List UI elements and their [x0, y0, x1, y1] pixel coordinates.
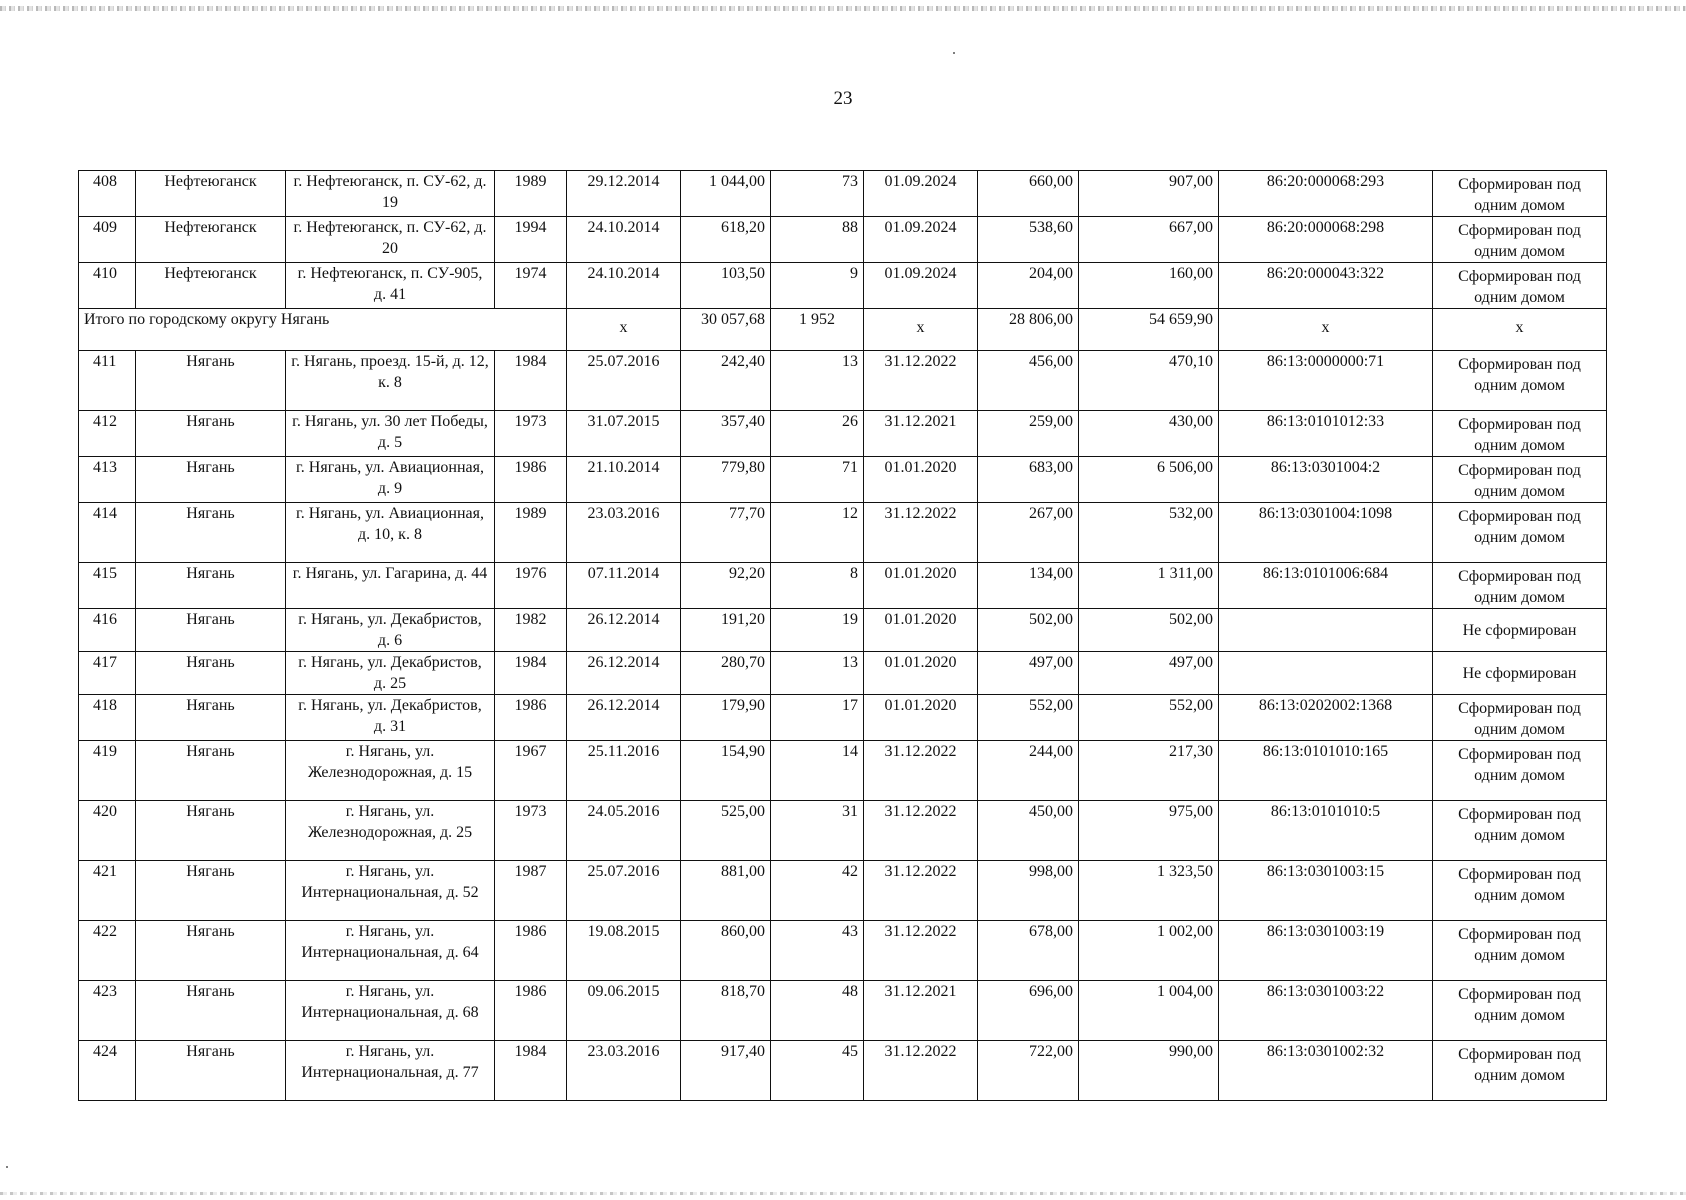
cell-people: 88 — [771, 217, 864, 263]
cell-address: г. Нягань, ул. Железнодорожная, д. 25 — [286, 801, 495, 861]
cell-value-2: 470,10 — [1079, 351, 1219, 411]
cell-number: 414 — [79, 503, 136, 563]
total-v1: 28 806,00 — [978, 309, 1079, 351]
cell-cadastre: 86:13:0301004:1098 — [1219, 503, 1433, 563]
cell-address: г. Нягань, ул. Гагарина, д. 44 — [286, 563, 495, 609]
cell-year: 1989 — [495, 171, 567, 217]
total-deadline: х — [864, 309, 978, 351]
cell-area: 818,70 — [681, 981, 771, 1041]
cell-date: 31.07.2015 — [567, 411, 681, 457]
cell-year: 1986 — [495, 457, 567, 503]
cell-city: Нягань — [136, 609, 286, 652]
table-row — [79, 981, 1607, 1041]
cell-address: г. Нягань, ул. Декабристов, д. 6 — [286, 609, 495, 652]
cell-area: 917,40 — [681, 1041, 771, 1101]
cell-status: Сформирован под одним домом — [1433, 351, 1607, 411]
cell-date: 29.12.2014 — [567, 171, 681, 217]
cell-status: Сформирован под одним домом — [1433, 503, 1607, 563]
cell-city: Нягань — [136, 921, 286, 981]
cell-deadline: 31.12.2022 — [864, 1041, 978, 1101]
cell-year: 1986 — [495, 921, 567, 981]
total-cadastre: х — [1219, 309, 1433, 351]
cell-year: 1984 — [495, 652, 567, 695]
cell-value-1: 456,00 — [978, 351, 1079, 411]
cell-status: Сформирован под одним домом — [1433, 861, 1607, 921]
table-row — [79, 503, 1607, 563]
table-row — [79, 801, 1607, 861]
cell-area: 179,90 — [681, 695, 771, 741]
cell-deadline: 01.01.2020 — [864, 457, 978, 503]
cell-city: Нягань — [136, 801, 286, 861]
cell-deadline: 01.09.2024 — [864, 217, 978, 263]
cell-area: 242,40 — [681, 351, 771, 411]
cell-status: Сформирован под одним домом — [1433, 695, 1607, 741]
scan-speck — [953, 52, 955, 54]
cell-area: 779,80 — [681, 457, 771, 503]
cell-deadline: 01.01.2020 — [864, 695, 978, 741]
cell-deadline: 31.12.2022 — [864, 801, 978, 861]
cell-year: 1984 — [495, 351, 567, 411]
cell-value-2: 1 004,00 — [1079, 981, 1219, 1041]
cell-value-1: 244,00 — [978, 741, 1079, 801]
cell-value-1: 538,60 — [978, 217, 1079, 263]
cell-value-1: 683,00 — [978, 457, 1079, 503]
cell-status: Сформирован под одним домом — [1433, 921, 1607, 981]
cell-value-1: 267,00 — [978, 503, 1079, 563]
cell-city: Нефтеюганск — [136, 171, 286, 217]
cell-year: 1982 — [495, 609, 567, 652]
cell-value-1: 450,00 — [978, 801, 1079, 861]
table-body-total — [79, 309, 1607, 351]
cell-people: 13 — [771, 351, 864, 411]
cell-people: 9 — [771, 263, 864, 309]
cell-status: Сформирован под одним домом — [1433, 263, 1607, 309]
cell-number: 420 — [79, 801, 136, 861]
scan-speck — [6, 1166, 8, 1168]
cell-date: 21.10.2014 — [567, 457, 681, 503]
cell-city: Нягань — [136, 351, 286, 411]
cell-area: 191,20 — [681, 609, 771, 652]
cell-deadline: 01.01.2020 — [864, 652, 978, 695]
total-area: 30 057,68 — [681, 309, 771, 351]
cell-cadastre — [1219, 652, 1433, 695]
cell-date: 26.12.2014 — [567, 609, 681, 652]
cell-status: Сформирован под одним домом — [1433, 411, 1607, 457]
cell-value-2: 667,00 — [1079, 217, 1219, 263]
table-row — [79, 351, 1607, 411]
cell-area: 618,20 — [681, 217, 771, 263]
cell-people: 17 — [771, 695, 864, 741]
cell-people: 8 — [771, 563, 864, 609]
cell-number: 413 — [79, 457, 136, 503]
cell-value-2: 975,00 — [1079, 801, 1219, 861]
cell-status: Сформирован под одним домом — [1433, 741, 1607, 801]
cell-number: 415 — [79, 563, 136, 609]
cell-people: 31 — [771, 801, 864, 861]
cell-status: Сформирован под одним домом — [1433, 801, 1607, 861]
cell-number: 419 — [79, 741, 136, 801]
cell-date: 25.11.2016 — [567, 741, 681, 801]
cell-address: г. Нягань, ул. Железнодорожная, д. 15 — [286, 741, 495, 801]
cell-value-2: 1 002,00 — [1079, 921, 1219, 981]
cell-value-2: 6 506,00 — [1079, 457, 1219, 503]
cell-value-2: 430,00 — [1079, 411, 1219, 457]
cell-deadline: 31.12.2022 — [864, 861, 978, 921]
cell-date: 24.10.2014 — [567, 217, 681, 263]
table-body-nefteyugansk — [79, 171, 1607, 309]
cell-cadastre: 86:13:0301004:2 — [1219, 457, 1433, 503]
table-row — [79, 171, 1607, 217]
cell-cadastre: 86:20:000068:293 — [1219, 171, 1433, 217]
cell-city: Нягань — [136, 457, 286, 503]
cell-city: Нефтеюганск — [136, 263, 286, 309]
cell-area: 77,70 — [681, 503, 771, 563]
total-status: х — [1433, 309, 1607, 351]
cell-status: Сформирован под одним домом — [1433, 1041, 1607, 1101]
cell-status: Сформирован под одним домом — [1433, 563, 1607, 609]
cell-cadastre: 86:13:0301003:19 — [1219, 921, 1433, 981]
cell-cadastre: 86:20:000068:298 — [1219, 217, 1433, 263]
table-row — [79, 411, 1607, 457]
cell-people: 71 — [771, 457, 864, 503]
cell-people: 73 — [771, 171, 864, 217]
cell-value-2: 532,00 — [1079, 503, 1219, 563]
cell-people: 26 — [771, 411, 864, 457]
cell-value-1: 552,00 — [978, 695, 1079, 741]
scan-edge-top — [0, 6, 1686, 11]
cell-address: г. Нягань, ул. Декабристов, д. 25 — [286, 652, 495, 695]
cell-status: Сформирован под одним домом — [1433, 217, 1607, 263]
cell-date: 07.11.2014 — [567, 563, 681, 609]
cell-date: 23.03.2016 — [567, 503, 681, 563]
cell-number: 422 — [79, 921, 136, 981]
cell-people: 42 — [771, 861, 864, 921]
cell-address: г. Нягань, ул. Интернациональная, д. 77 — [286, 1041, 495, 1101]
cell-date: 23.03.2016 — [567, 1041, 681, 1101]
cell-status: Не сформирован — [1433, 609, 1607, 652]
cell-address: г. Нягань, проезд. 15-й, д. 12, к. 8 — [286, 351, 495, 411]
cell-cadastre: 86:13:0000000:71 — [1219, 351, 1433, 411]
cell-number: 421 — [79, 861, 136, 921]
cell-cadastre: 86:20:000043:322 — [1219, 263, 1433, 309]
cell-area: 860,00 — [681, 921, 771, 981]
cell-deadline: 01.09.2024 — [864, 263, 978, 309]
cell-cadastre: 86:13:0301002:32 — [1219, 1041, 1433, 1101]
cell-value-1: 134,00 — [978, 563, 1079, 609]
cell-value-1: 502,00 — [978, 609, 1079, 652]
cell-value-1: 259,00 — [978, 411, 1079, 457]
cell-number: 409 — [79, 217, 136, 263]
cell-address: г. Нефтеюганск, п. СУ-905, д. 41 — [286, 263, 495, 309]
cell-city: Нягань — [136, 411, 286, 457]
cell-value-1: 696,00 — [978, 981, 1079, 1041]
cell-year: 1974 — [495, 263, 567, 309]
table-row — [79, 921, 1607, 981]
cell-date: 25.07.2016 — [567, 351, 681, 411]
cell-area: 280,70 — [681, 652, 771, 695]
cell-number: 410 — [79, 263, 136, 309]
cell-deadline: 01.01.2020 — [864, 609, 978, 652]
cell-deadline: 31.12.2021 — [864, 411, 978, 457]
cell-number: 408 — [79, 171, 136, 217]
cell-year: 1976 — [495, 563, 567, 609]
cell-year: 1973 — [495, 411, 567, 457]
cell-address: г. Нягань, ул. Интернациональная, д. 68 — [286, 981, 495, 1041]
page-number: 23 — [833, 88, 853, 109]
cell-date: 25.07.2016 — [567, 861, 681, 921]
cell-date: 24.10.2014 — [567, 263, 681, 309]
cell-year: 1967 — [495, 741, 567, 801]
cell-city: Нягань — [136, 695, 286, 741]
table-row — [79, 263, 1607, 309]
table-body-nyagan — [79, 351, 1607, 1101]
cell-cadastre: 86:13:0101006:684 — [1219, 563, 1433, 609]
cell-number: 417 — [79, 652, 136, 695]
cell-number: 412 — [79, 411, 136, 457]
cell-value-1: 722,00 — [978, 1041, 1079, 1101]
cell-area: 525,00 — [681, 801, 771, 861]
cell-value-1: 678,00 — [978, 921, 1079, 981]
cell-city: Нягань — [136, 563, 286, 609]
cell-number: 418 — [79, 695, 136, 741]
total-v2: 54 659,90 — [1079, 309, 1219, 351]
cell-year: 1984 — [495, 1041, 567, 1101]
cell-address: г. Нягань, ул. Авиационная, д. 9 — [286, 457, 495, 503]
cell-value-2: 907,00 — [1079, 171, 1219, 217]
cell-address: г. Нягань, ул. Интернациональная, д. 52 — [286, 861, 495, 921]
cell-deadline: 31.12.2021 — [864, 981, 978, 1041]
cell-date: 19.08.2015 — [567, 921, 681, 981]
cell-status: Не сформирован — [1433, 652, 1607, 695]
cell-deadline: 31.12.2022 — [864, 921, 978, 981]
cell-address: г. Нягань, ул. Интернациональная, д. 64 — [286, 921, 495, 981]
cell-value-1: 998,00 — [978, 861, 1079, 921]
cell-city: Нягань — [136, 652, 286, 695]
cell-deadline: 31.12.2022 — [864, 351, 978, 411]
cell-cadastre: 86:13:0301003:22 — [1219, 981, 1433, 1041]
cell-cadastre: 86:13:0101010:5 — [1219, 801, 1433, 861]
cell-people: 45 — [771, 1041, 864, 1101]
cell-cadastre — [1219, 609, 1433, 652]
total-label: Итого по городскому округу Нягань — [79, 309, 567, 351]
cell-people: 19 — [771, 609, 864, 652]
total-date: х — [567, 309, 681, 351]
table-row — [79, 217, 1607, 263]
total-people: 1 952 — [771, 309, 864, 351]
cell-address: г. Нягань, ул. Авиационная, д. 10, к. 8 — [286, 503, 495, 563]
cell-deadline: 01.09.2024 — [864, 171, 978, 217]
cell-value-2: 217,30 — [1079, 741, 1219, 801]
cell-cadastre: 86:13:0202002:1368 — [1219, 695, 1433, 741]
cell-status: Сформирован под одним домом — [1433, 171, 1607, 217]
cell-address: г. Нефтеюганск, п. СУ-62, д. 19 — [286, 171, 495, 217]
cell-people: 48 — [771, 981, 864, 1041]
cell-date: 09.06.2015 — [567, 981, 681, 1041]
cell-value-2: 552,00 — [1079, 695, 1219, 741]
cell-date: 26.12.2014 — [567, 652, 681, 695]
cell-value-2: 1 311,00 — [1079, 563, 1219, 609]
cell-area: 881,00 — [681, 861, 771, 921]
cell-value-1: 660,00 — [978, 171, 1079, 217]
total-row — [79, 309, 1607, 351]
cell-cadastre: 86:13:0301003:15 — [1219, 861, 1433, 921]
cell-address: г. Нефтеюганск, п. СУ-62, д. 20 — [286, 217, 495, 263]
table-row — [79, 457, 1607, 503]
cell-value-1: 497,00 — [978, 652, 1079, 695]
cell-people: 12 — [771, 503, 864, 563]
cell-year: 1987 — [495, 861, 567, 921]
cell-year: 1986 — [495, 695, 567, 741]
table-row — [79, 1041, 1607, 1101]
cell-year: 1994 — [495, 217, 567, 263]
cell-city: Нягань — [136, 503, 286, 563]
cell-number: 423 — [79, 981, 136, 1041]
cell-value-1: 204,00 — [978, 263, 1079, 309]
cell-date: 24.05.2016 — [567, 801, 681, 861]
cell-value-2: 990,00 — [1079, 1041, 1219, 1101]
cell-address: г. Нягань, ул. 30 лет Победы, д. 5 — [286, 411, 495, 457]
cell-year: 1986 — [495, 981, 567, 1041]
cell-deadline: 31.12.2022 — [864, 741, 978, 801]
table-row — [79, 563, 1607, 609]
cell-number: 424 — [79, 1041, 136, 1101]
cell-deadline: 31.12.2022 — [864, 503, 978, 563]
cell-area: 103,50 — [681, 263, 771, 309]
cell-value-2: 160,00 — [1079, 263, 1219, 309]
table-row — [79, 652, 1607, 695]
cell-cadastre: 86:13:0101010:165 — [1219, 741, 1433, 801]
cell-date: 26.12.2014 — [567, 695, 681, 741]
table-row — [79, 861, 1607, 921]
cell-area: 92,20 — [681, 563, 771, 609]
cell-city: Нягань — [136, 741, 286, 801]
cell-people: 13 — [771, 652, 864, 695]
cell-city: Нефтеюганск — [136, 217, 286, 263]
cell-year: 1973 — [495, 801, 567, 861]
cell-people: 14 — [771, 741, 864, 801]
cell-number: 411 — [79, 351, 136, 411]
cell-people: 43 — [771, 921, 864, 981]
cell-deadline: 01.01.2020 — [864, 563, 978, 609]
cell-value-2: 502,00 — [1079, 609, 1219, 652]
cell-status: Сформирован под одним домом — [1433, 981, 1607, 1041]
cell-area: 154,90 — [681, 741, 771, 801]
cell-area: 1 044,00 — [681, 171, 771, 217]
cell-status: Сформирован под одним домом — [1433, 457, 1607, 503]
cell-area: 357,40 — [681, 411, 771, 457]
cell-year: 1989 — [495, 503, 567, 563]
cell-value-2: 1 323,50 — [1079, 861, 1219, 921]
cell-city: Нягань — [136, 861, 286, 921]
cell-city: Нягань — [136, 981, 286, 1041]
table-row — [79, 741, 1607, 801]
table-row — [79, 695, 1607, 741]
cell-value-2: 497,00 — [1079, 652, 1219, 695]
table-row — [79, 609, 1607, 652]
cell-address: г. Нягань, ул. Декабристов, д. 31 — [286, 695, 495, 741]
housing-register-table — [78, 170, 1607, 1101]
cell-cadastre: 86:13:0101012:33 — [1219, 411, 1433, 457]
cell-number: 416 — [79, 609, 136, 652]
cell-city: Нягань — [136, 1041, 286, 1101]
scan-edge-bottom — [0, 1192, 1686, 1195]
